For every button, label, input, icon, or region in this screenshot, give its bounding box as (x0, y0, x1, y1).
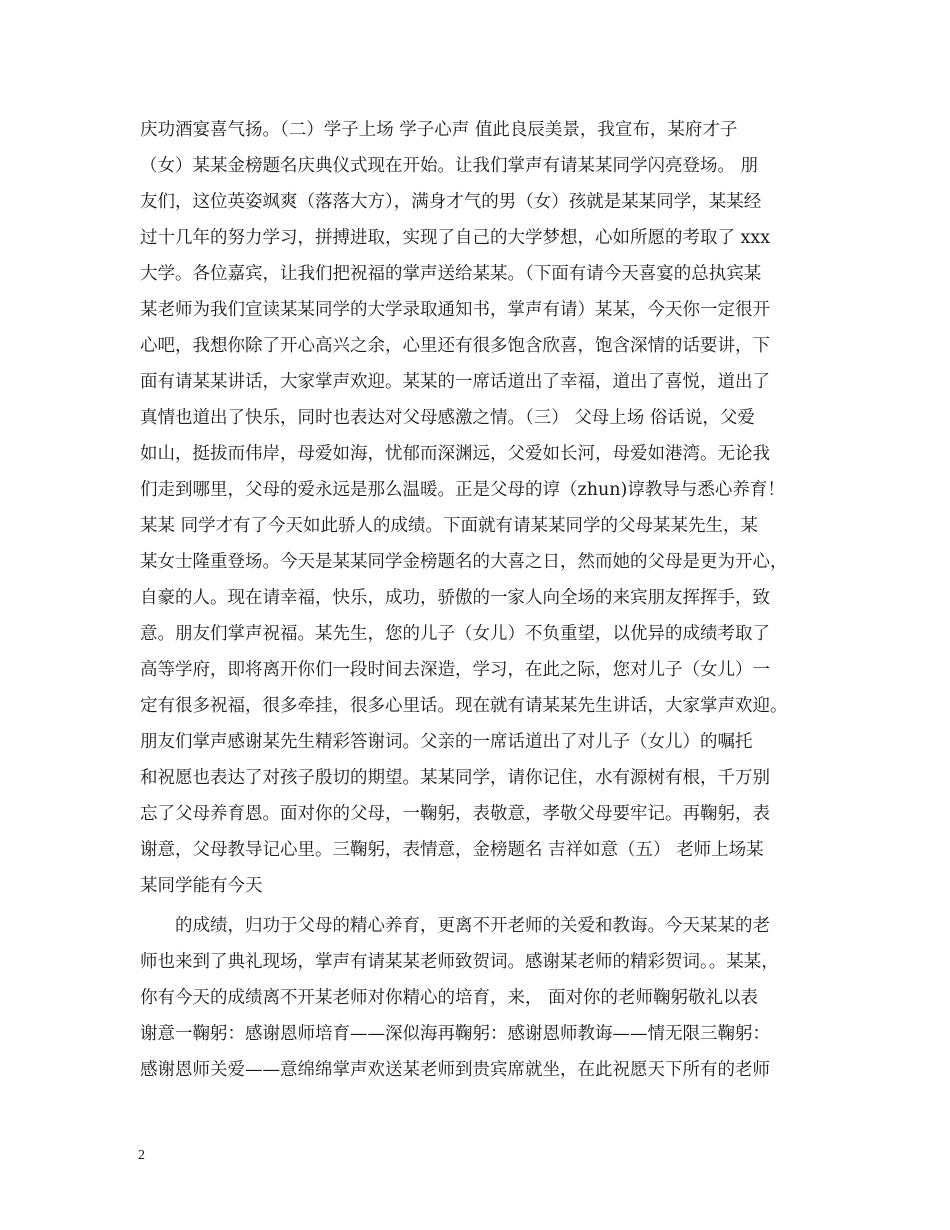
text-line: （女）某某金榜题名庆典仪式现在开始。让我们掌声有请某某同学闪亮登场。 朋 (140, 156, 759, 176)
text-line: 某某 同学才有了今天如此骄人的成绩。下面就有请某某同学的父母某某先生，某 (140, 516, 759, 536)
text-line: 某老师为我们宣读某某同学的大学录取通知书，掌声有请）某某，今天你一定很开 (140, 300, 770, 320)
text-line: 定有很多祝福，很多牵挂，很多心里话。现在就有请某某先生讲话，大家掌声欢迎。 (140, 696, 788, 716)
text-line: 师也来到了典礼现场，掌声有请某某老师致贺词。感谢某老师的精彩贺词。。某某， (140, 952, 779, 972)
text-line: 朋友们掌声感谢某先生精彩答谢词。父亲的一席话道出了对儿子（女儿）的嘱托 (140, 732, 753, 752)
text-line: 谢意一鞠躬：感谢恩师培育——深似海再鞠躬：感谢恩师教诲——情无限三鞠躬： (140, 1024, 770, 1044)
text-line: 谢意，父母教导记心里。三鞠躬，表情意，金榜题名 吉祥如意（五） 老师上场某 (140, 840, 764, 860)
text-line: 过十几年的努力学习，拼搏进取，实现了自己的大学梦想，心如所愿的考取了 xxx (140, 228, 771, 248)
text-line: 如山，挺拔而伟岸，母爱如海，忧郁而深渊远，父爱如长河，母爱如港湾。无论我 (140, 444, 770, 464)
text-line: 高等学府，即将离开你们一段时间去深造，学习，在此之际，您对儿子（女儿）一 (140, 660, 770, 680)
text-line: 感谢恩师关爱——意绵绵掌声欢送某老师到贵宾席就坐，在此祝愿天下所有的老师 (140, 1060, 770, 1080)
text-line: 心吧，我想你除了开心高兴之余，心里还有很多饱含欣喜，饱含深情的话要讲，下 (140, 336, 770, 356)
text-line: 某同学能有今天 (140, 876, 263, 896)
text-line: 友们，这位英姿飒爽（落落大方），满身才气的男（女）孩就是某某同学，某某经 (140, 192, 762, 212)
text-line: 面有请某某讲话，大家掌声欢迎。某某的一席话道出了幸福，道出了喜悦，道出了 (140, 372, 770, 392)
text-line: 意。朋友们掌声祝福。某先生，您的儿子（女儿）不负重望，以优异的成绩考取了 (140, 624, 770, 644)
text-line: 庆功酒宴喜气扬。（二）学子上场 学子心声 值此良辰美景，我宣布，某府才子 (140, 120, 738, 140)
page-number: 2 (138, 1148, 145, 1163)
text-line: 真情也道出了快乐，同时也表达对父母感激之情。（三） 父母上场 俗话说，父爱 (140, 408, 755, 428)
text-line: 某女士隆重登场。今天是某某同学金榜题名的大喜之日，然而她的父母是更为开心， (140, 552, 788, 572)
text-line: 的成绩，归功于父母的精心养育，更离不开老师的关爱和教诲。今天某某的老 (140, 916, 770, 936)
text-line: 忘了父母养育恩。面对你的父母，一鞠躬，表敬意，孝敬父母要牢记。再鞠躬，表 (140, 804, 770, 824)
text-line: 你有今天的成绩离不开某老师对你精心的培育，来， 面对你的老师鞠躬敬礼以表 (140, 988, 759, 1008)
text-line: 们走到哪里，父母的爱永远是那么温暖。正是父母的谆（zhun)谆教导与悉心养育！ (140, 480, 785, 500)
text-line: 自豪的人。现在请幸福，快乐，成功，骄傲的一家人向全场的来宾朋友挥挥手，致 (140, 588, 770, 608)
text-line: 和祝愿也表达了对孩子殷切的期望。某某同学，请你记住，水有源树有根，千万别 (140, 768, 770, 788)
text-line: 大学。各位嘉宾，让我们把祝福的掌声送给某某。（下面有请今天喜宴的总执宾某 (140, 264, 762, 284)
